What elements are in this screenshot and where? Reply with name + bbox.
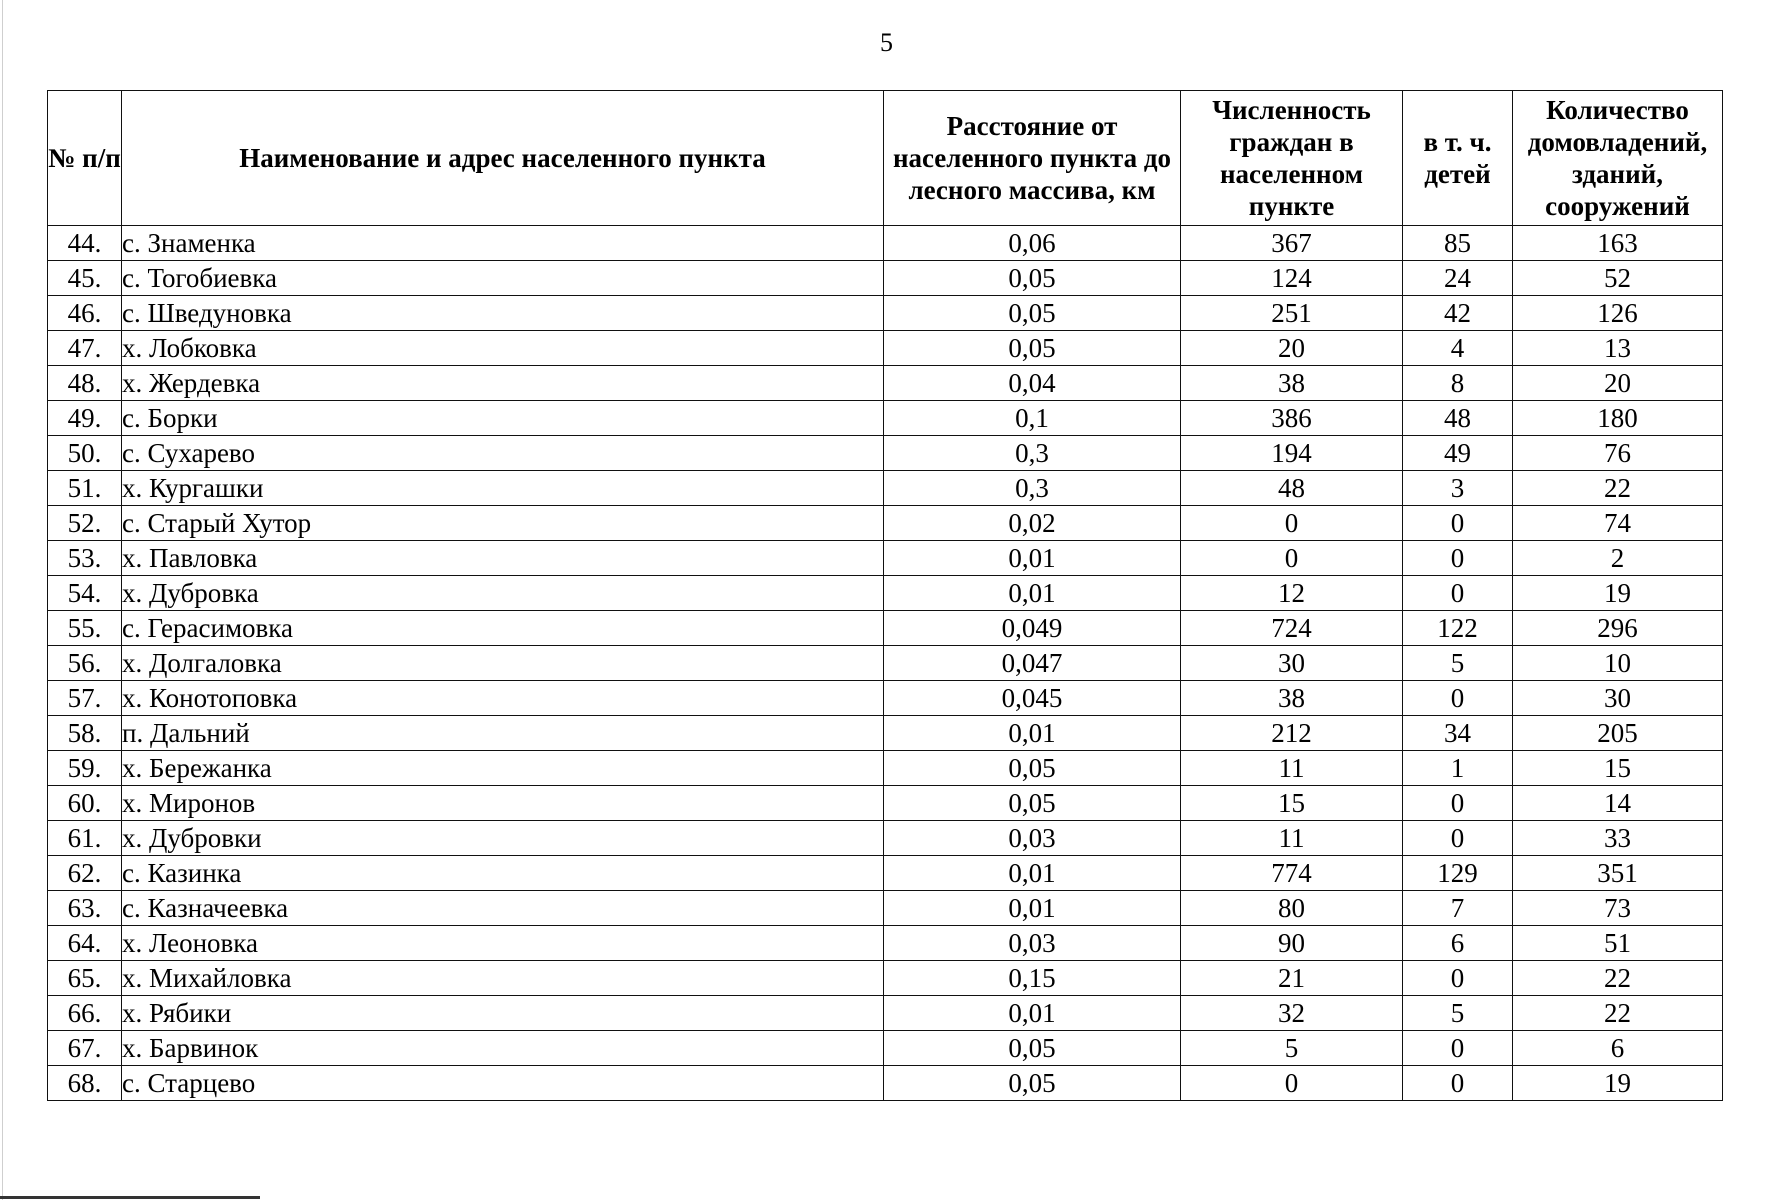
cell-num: 59. [48,751,122,786]
cell-num: 45. [48,261,122,296]
cell-buildings: 22 [1513,961,1723,996]
cell-buildings: 76 [1513,436,1723,471]
cell-num: 63. [48,891,122,926]
cell-buildings: 51 [1513,926,1723,961]
cell-children: 34 [1403,716,1513,751]
cell-name: х. Конотоповка [122,681,884,716]
cell-children: 1 [1403,751,1513,786]
cell-num: 48. [48,366,122,401]
table-row [48,891,1723,926]
cell-num: 46. [48,296,122,331]
cell-num: 50. [48,436,122,471]
cell-buildings: 205 [1513,716,1723,751]
cell-num: 56. [48,646,122,681]
cell-population: 11 [1181,821,1403,856]
cell-distance: 0,05 [884,751,1181,786]
cell-population: 251 [1181,296,1403,331]
cell-children: 5 [1403,646,1513,681]
cell-buildings: 74 [1513,506,1723,541]
cell-buildings: 6 [1513,1031,1723,1066]
cell-buildings: 14 [1513,786,1723,821]
cell-population: 11 [1181,751,1403,786]
header-num: № п/п [48,91,122,226]
cell-distance: 0,01 [884,716,1181,751]
cell-name: с. Герасимовка [122,611,884,646]
cell-num: 51. [48,471,122,506]
cell-children: 8 [1403,366,1513,401]
cell-name: с. Шведуновка [122,296,884,331]
cell-population: 12 [1181,576,1403,611]
cell-num: 52. [48,506,122,541]
cell-buildings: 19 [1513,576,1723,611]
table-row [48,296,1723,331]
table-row [48,261,1723,296]
cell-buildings: 22 [1513,996,1723,1031]
cell-population: 0 [1181,541,1403,576]
table-row [48,506,1723,541]
cell-name: х. Барвинок [122,1031,884,1066]
cell-name: с. Старцево [122,1066,884,1101]
cell-population: 0 [1181,506,1403,541]
footer-rule [0,1196,260,1199]
cell-population: 386 [1181,401,1403,436]
cell-distance: 0,1 [884,401,1181,436]
table-row [48,681,1723,716]
cell-population: 724 [1181,611,1403,646]
cell-name: х. Бережанка [122,751,884,786]
cell-distance: 0,01 [884,576,1181,611]
cell-buildings: 351 [1513,856,1723,891]
cell-buildings: 52 [1513,261,1723,296]
cell-population: 124 [1181,261,1403,296]
cell-population: 30 [1181,646,1403,681]
cell-distance: 0,02 [884,506,1181,541]
cell-name: х. Миронов [122,786,884,821]
cell-children: 42 [1403,296,1513,331]
cell-children: 0 [1403,1066,1513,1101]
cell-distance: 0,3 [884,436,1181,471]
cell-children: 4 [1403,331,1513,366]
cell-children: 0 [1403,541,1513,576]
cell-buildings: 73 [1513,891,1723,926]
cell-distance: 0,01 [884,891,1181,926]
cell-distance: 0,04 [884,366,1181,401]
cell-children: 122 [1403,611,1513,646]
cell-population: 194 [1181,436,1403,471]
cell-children: 0 [1403,786,1513,821]
cell-buildings: 33 [1513,821,1723,856]
cell-num: 54. [48,576,122,611]
header-buildings: Количество домовладений, зданий, сооружений [1513,91,1723,226]
cell-num: 55. [48,611,122,646]
cell-buildings: 22 [1513,471,1723,506]
cell-buildings: 126 [1513,296,1723,331]
cell-buildings: 30 [1513,681,1723,716]
cell-num: 60. [48,786,122,821]
cell-num: 66. [48,996,122,1031]
page-edge [2,0,3,1200]
table-row [48,226,1723,261]
cell-num: 67. [48,1031,122,1066]
cell-distance: 0,01 [884,996,1181,1031]
table-row [48,996,1723,1031]
cell-children: 0 [1403,1031,1513,1066]
cell-distance: 0,05 [884,331,1181,366]
cell-children: 0 [1403,506,1513,541]
cell-name: х. Кургашки [122,471,884,506]
table-row [48,611,1723,646]
cell-num: 44. [48,226,122,261]
cell-children: 7 [1403,891,1513,926]
cell-name: х. Дубровки [122,821,884,856]
cell-num: 49. [48,401,122,436]
table-row [48,576,1723,611]
cell-buildings: 20 [1513,366,1723,401]
table-row [48,541,1723,576]
cell-population: 15 [1181,786,1403,821]
cell-distance: 0,05 [884,1031,1181,1066]
header-children: в т. ч. детей [1403,91,1513,226]
cell-name: с. Казначеевка [122,891,884,926]
cell-num: 61. [48,821,122,856]
cell-name: п. Дальний [122,716,884,751]
header-name: Наименование и адрес населенного пункта [122,91,884,226]
cell-name: с. Старый Хутор [122,506,884,541]
table-row [48,926,1723,961]
table-row [48,401,1723,436]
table-row [48,786,1723,821]
table-body [48,226,1723,1101]
table-row [48,646,1723,681]
cell-num: 57. [48,681,122,716]
cell-num: 65. [48,961,122,996]
table-row [48,366,1723,401]
table-row [48,751,1723,786]
cell-buildings: 296 [1513,611,1723,646]
cell-population: 32 [1181,996,1403,1031]
table-row [48,961,1723,996]
table-row [48,471,1723,506]
header-distance: Расстояние от населенного пункта до лесного массива, км [884,91,1181,226]
cell-name: х. Михайловка [122,961,884,996]
cell-population: 212 [1181,716,1403,751]
cell-children: 0 [1403,576,1513,611]
cell-children: 0 [1403,681,1513,716]
cell-distance: 0,045 [884,681,1181,716]
table-row [48,821,1723,856]
table-row [48,436,1723,471]
cell-population: 80 [1181,891,1403,926]
cell-population: 774 [1181,856,1403,891]
cell-name: х. Рябики [122,996,884,1031]
cell-distance: 0,05 [884,296,1181,331]
cell-num: 53. [48,541,122,576]
table-row [48,856,1723,891]
cell-buildings: 19 [1513,1066,1723,1101]
cell-population: 90 [1181,926,1403,961]
table-row [48,331,1723,366]
cell-distance: 0,01 [884,856,1181,891]
cell-num: 68. [48,1066,122,1101]
cell-distance: 0,01 [884,541,1181,576]
cell-name: с. Знаменка [122,226,884,261]
cell-num: 47. [48,331,122,366]
cell-population: 21 [1181,961,1403,996]
cell-distance: 0,05 [884,261,1181,296]
table-row [48,1031,1723,1066]
cell-children: 5 [1403,996,1513,1031]
cell-buildings: 13 [1513,331,1723,366]
cell-children: 48 [1403,401,1513,436]
settlements-table [47,90,1723,1101]
cell-population: 367 [1181,226,1403,261]
cell-distance: 0,3 [884,471,1181,506]
cell-name: с. Тогобиевка [122,261,884,296]
cell-children: 0 [1403,961,1513,996]
cell-distance: 0,047 [884,646,1181,681]
cell-name: с. Сухарево [122,436,884,471]
cell-name: с. Казинка [122,856,884,891]
cell-distance: 0,03 [884,926,1181,961]
cell-children: 6 [1403,926,1513,961]
cell-population: 38 [1181,681,1403,716]
cell-children: 49 [1403,436,1513,471]
cell-num: 58. [48,716,122,751]
table-row [48,1066,1723,1101]
table-header [48,91,1723,226]
page-number: 5 [880,28,893,57]
cell-buildings: 15 [1513,751,1723,786]
cell-population: 0 [1181,1066,1403,1101]
cell-name: с. Борки [122,401,884,436]
cell-num: 64. [48,926,122,961]
header-population: Численность граждан в населенном пункте [1181,91,1403,226]
cell-children: 129 [1403,856,1513,891]
cell-children: 0 [1403,821,1513,856]
cell-buildings: 163 [1513,226,1723,261]
cell-distance: 0,049 [884,611,1181,646]
cell-population: 20 [1181,331,1403,366]
cell-buildings: 10 [1513,646,1723,681]
cell-population: 38 [1181,366,1403,401]
cell-buildings: 2 [1513,541,1723,576]
cell-name: х. Долгаловка [122,646,884,681]
cell-distance: 0,15 [884,961,1181,996]
cell-name: х. Жердевка [122,366,884,401]
cell-children: 3 [1403,471,1513,506]
cell-children: 24 [1403,261,1513,296]
cell-name: х. Лобковка [122,331,884,366]
cell-distance: 0,05 [884,786,1181,821]
cell-distance: 0,05 [884,1066,1181,1101]
cell-population: 5 [1181,1031,1403,1066]
cell-name: х. Павловка [122,541,884,576]
cell-name: х. Леоновка [122,926,884,961]
cell-name: х. Дубровка [122,576,884,611]
cell-population: 48 [1181,471,1403,506]
cell-num: 62. [48,856,122,891]
cell-distance: 0,03 [884,821,1181,856]
cell-distance: 0,06 [884,226,1181,261]
cell-buildings: 180 [1513,401,1723,436]
table-row [48,716,1723,751]
cell-children: 85 [1403,226,1513,261]
